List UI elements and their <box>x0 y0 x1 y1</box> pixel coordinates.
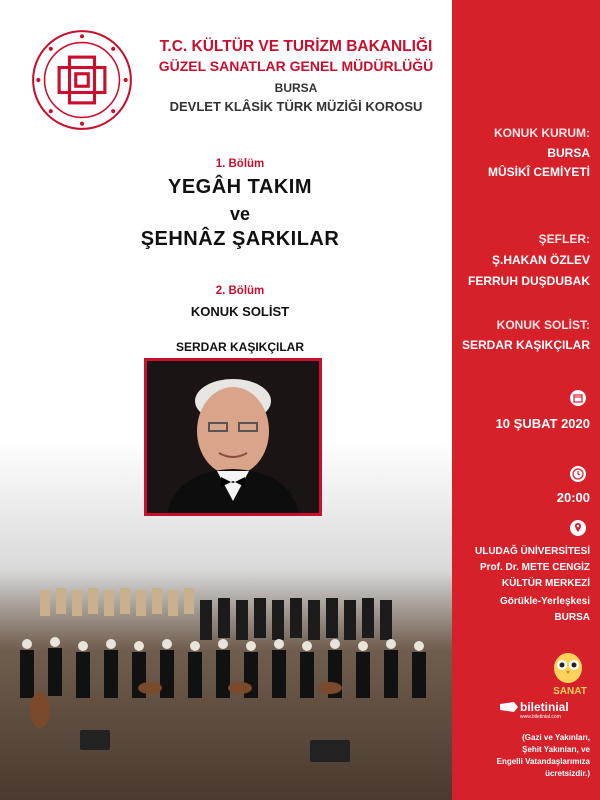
free-entry-note-line-4: ücretsizdir.) <box>545 769 590 778</box>
soloist-portrait <box>147 361 319 513</box>
venue-line-2: Prof. Dr. METE CENGİZ <box>479 562 590 573</box>
venue-line-4: Görükle-Yerleşkesi <box>499 596 590 607</box>
sanat-logo-text: SANAT <box>553 686 587 697</box>
free-entry-note-line-3: Engelli Vatandaşlarımıza <box>496 757 590 766</box>
location-pin-icon <box>570 520 586 536</box>
event-date: 10 ŞUBAT 2020 <box>495 416 590 431</box>
part2-title: KONUK SOLİST <box>190 304 290 319</box>
ticket-icon <box>500 702 518 712</box>
ticket-url[interactable]: www.biletinial.com <box>520 714 561 720</box>
directorate-title: GÜZEL SANATLAR GENEL MÜDÜRLÜĞÜ <box>158 58 434 74</box>
choir-photo <box>0 570 452 800</box>
clock-icon <box>570 466 586 482</box>
part1-title-line2: ve <box>229 204 251 224</box>
guest-soloist-name: SERDAR KAŞIKÇILAR <box>461 338 590 352</box>
venue-line-1: ULUDAĞ ÜNİVERSİTESİ <box>474 546 590 557</box>
part2-label: 2. Bölüm <box>215 285 265 297</box>
free-entry-note-line-2: Şehit Yakınları, ve <box>522 745 590 754</box>
calendar-icon <box>570 390 586 406</box>
ministry-title: T.C. KÜLTÜR VE TURİZM BAKANLIĞI <box>159 38 433 55</box>
event-time: 20:00 <box>556 490 590 505</box>
ministry-emblem-icon <box>30 28 134 132</box>
conductor-2: FERRUH DUŞDUBAK <box>468 274 590 288</box>
city-title: BURSA <box>274 81 318 95</box>
ensemble-title: DEVLET KLÂSİK TÜRK MÜZİĞİ KOROSU <box>169 99 423 114</box>
guest-org-line2: MÛSİKÎ CEMİYETİ <box>487 165 590 179</box>
venue-line-5: BURSA <box>554 612 590 623</box>
guest-soloist-label: KONUK SOLİST: <box>496 318 590 332</box>
venue-line-3: KÜLTÜR MERKEZİ <box>501 578 590 589</box>
part1-title-line1: YEGÂH TAKIM <box>167 176 312 198</box>
guest-org-label: KONUK KURUM: <box>494 126 590 140</box>
guest-org-line1: BURSA <box>547 146 590 160</box>
soloist-portrait-frame <box>144 358 322 516</box>
conductor-1: Ş.HAKAN ÖZLEV <box>491 253 590 267</box>
ticket-brand[interactable]: biletinial <box>520 700 569 714</box>
soloist-name: SERDAR KAŞIKÇILAR <box>175 340 304 354</box>
part1-label: 1. Bölüm <box>215 158 265 170</box>
conductors-label: ŞEFLER: <box>538 232 590 246</box>
free-entry-note-line-1: (Gazi ve Yakınları, <box>522 733 590 742</box>
part1-title-line3: ŞEHNÂZ ŞARKILAR <box>140 228 340 250</box>
